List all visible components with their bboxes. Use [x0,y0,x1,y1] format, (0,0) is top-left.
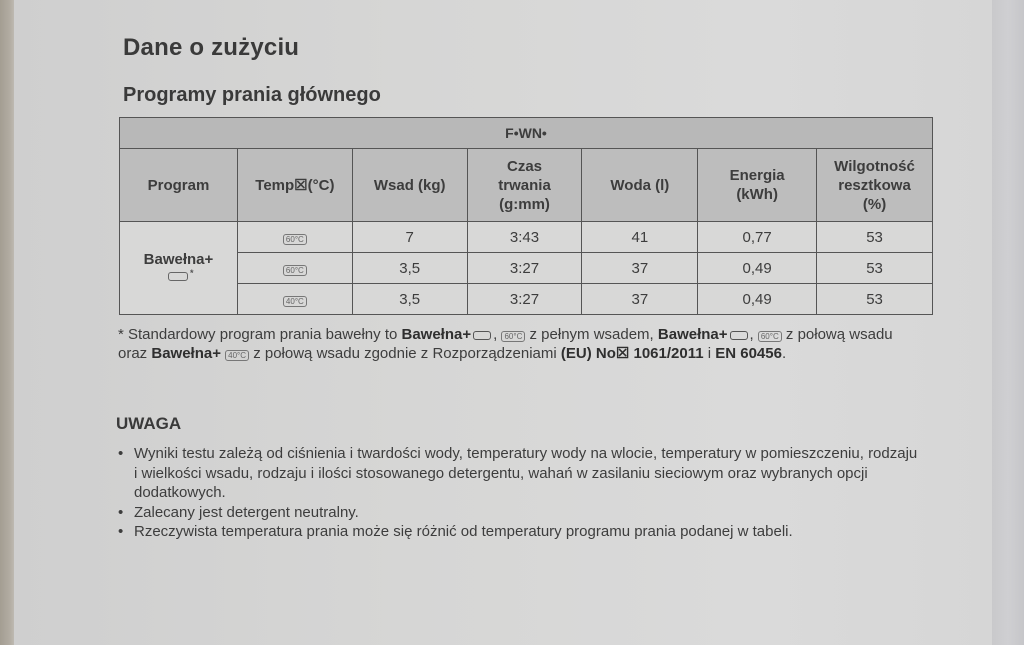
list-item: • Wyniki testu zależą od ciśnienia i twardości wody, temperatury wody na wlocie, temperatury w pomieszczeniu, rodzaju i wielkości wsadu, rodzaju i ilości stosowanego detergentu, wahań w zasilaniu sieciowym oraz wybranych opcji dodatkowych. [118,444,918,503]
moisture-cell: 53 [817,222,933,253]
duration-cell: 3:27 [467,284,582,315]
load-cell: 3,5 [352,284,467,315]
temp-60-icon: 60°C [758,331,782,342]
water-cell: 37 [582,253,698,284]
program-name-ref: Bawełna+ [657,326,728,343]
page-title: Dane o zużyciu [123,34,300,61]
temp-40-icon: 40°C [225,350,249,361]
col-header-duration: Czas trwania (g:mm) [467,149,582,222]
temp-cell [237,222,352,253]
standard-ref: EN 60456 [715,345,782,362]
program-name-ref: Bawełna+ [151,345,221,362]
table-row [120,222,933,253]
load-cell: 7 [352,222,467,253]
notes-heading: UWAGA [116,414,182,433]
cotton-plus-program-icon [730,331,748,340]
program-name-ref: Bawełna+ [401,326,472,343]
model-header-row [120,118,933,149]
temp-60-icon: 60°C [283,234,307,245]
water-cell: 41 [582,222,698,253]
col-header-program: Program [120,149,238,222]
model-header: F•WN• [120,118,933,149]
col-header-temp: Temp☒(°C) [237,149,352,222]
regulation-ref: (EU) No☒ 1061/2011 [560,345,704,362]
energy-cell: 0,49 [698,253,817,284]
section-title: Programy prania głównego [123,84,381,106]
list-item: • Rzeczywista temperatura prania może się różnić od temperatury programu prania podanej w tabeli. [118,522,918,542]
temp-60-icon: 60°C [501,331,525,342]
consumption-table [119,117,933,315]
energy-cell: 0,49 [698,284,817,315]
program-cell [120,222,238,315]
temp-cell [237,253,352,284]
duration-cell: 3:43 [467,222,582,253]
temp-40-icon: 40°C [283,296,307,307]
col-header-water: Woda (l) [582,149,698,222]
load-cell: 3,5 [352,253,467,284]
temp-60-icon: 60°C [283,265,307,276]
table-row [120,253,933,284]
cotton-plus-program-icon [168,268,194,281]
water-cell: 37 [582,284,698,315]
col-header-energy: Energia (kWh) [698,149,817,222]
notes-list [118,444,918,542]
cotton-plus-program-icon [473,331,491,340]
footnote: * Standardowy program prania bawełny to Bawełna+ , 60°C z pełnym wsadem, Bawełna+ , 60°C z połową wsadu oraz Bawełna+ 40°C z połową wsadu zgodnie z Rozporządzeniami (EU) No☒ 1061/2011 i EN 60456. [118,326,893,362]
col-header-load: Wsad (kg) [352,149,467,222]
list-item: • Zalecany jest detergent neutralny. [118,503,918,523]
table-row [120,284,933,315]
asterisk-mark: * [189,268,194,278]
program-name: Bawełna+ [143,251,214,268]
moisture-cell: 53 [817,253,933,284]
column-header-row [120,149,933,222]
next-page-edge [992,0,1024,645]
duration-cell: 3:27 [467,253,582,284]
energy-cell: 0,77 [698,222,817,253]
moisture-cell: 53 [817,284,933,315]
temp-cell [237,284,352,315]
col-header-moisture: Wilgotność resztkowa (%) [817,149,933,222]
